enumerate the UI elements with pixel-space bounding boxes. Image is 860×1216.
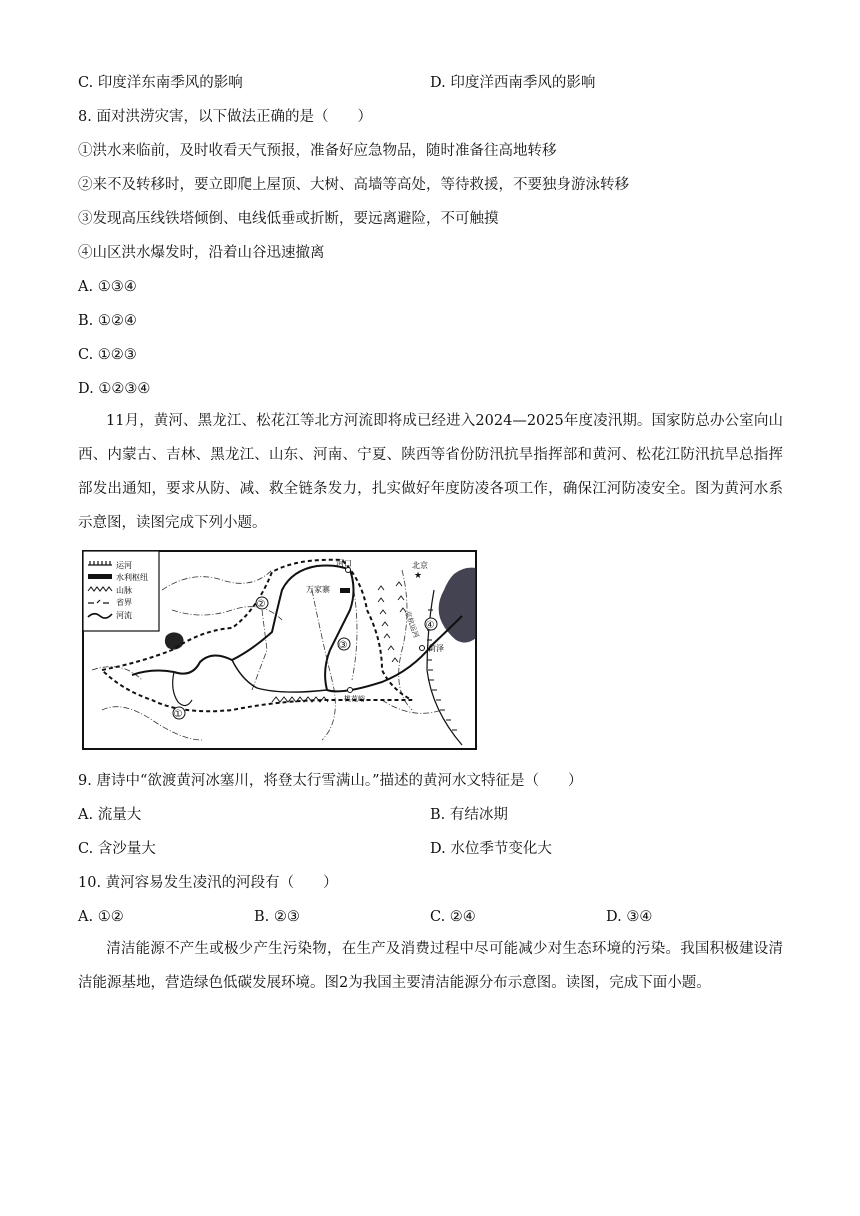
- q10-option-b: B. ②③: [254, 909, 300, 925]
- q8-option-c: C. ①②③: [78, 347, 137, 363]
- q9-option-b: B. 有结冰期: [430, 807, 508, 823]
- q9-option-d: D. 水位季节变化大: [430, 841, 552, 857]
- q10-option-d: D. ③④: [606, 909, 653, 925]
- yellow-river-map: [82, 550, 477, 750]
- passage-yellow-river-text: 11月，黄河、黑龙江、松花江等北方河流即将成已经进入2024—2025年度凌汛期。国家防总办公室向山西、内蒙古、吉林、黑龙江、山东、河南、宁夏、陕西等省份防汛抗旱指挥部和黄河、松花江防汛抗旱总指挥部发出通知，要求从防、减、救全链条发力，扎实做好年度防凌各项工作，确保江河防凌安全。图为黄河水系示意图，读图完成下列小题。: [78, 413, 783, 531]
- label-hekou: 河口: [336, 559, 352, 568]
- q9-option-c: C. 含沙量大: [78, 841, 156, 857]
- marker-2: ②: [256, 599, 266, 610]
- legend-mountain-label: 山脉: [116, 586, 132, 595]
- legend-dam-symbol: [88, 574, 112, 579]
- marker-3: ③: [338, 640, 348, 651]
- q8-item-2: ②来不及转移时，要立即爬上屋顶、大树、高墙等高处，等待救援，不要独身游泳转移: [78, 177, 629, 193]
- passage-clean-energy-text: 清洁能源不产生或极少产生污染物，在生产及消费过程中尽可能减少对生态环境的污染。我国积极建设清洁能源基地，营造绿色低碳发展环境。图2为我国主要清洁能源分布示意图。读图，完成下面小题。: [78, 941, 783, 991]
- legend-border-label: 省界: [116, 598, 132, 607]
- q7-option-c: C. 印度洋东南季风的影响: [78, 75, 243, 91]
- label-jinghang: 京杭运河: [403, 609, 421, 639]
- hekou-point: [346, 568, 351, 573]
- q8-item-4: ④山区洪水爆发时，沿着山谷迅速撤离: [78, 245, 325, 261]
- q9-option-a: A. 流量大: [78, 807, 142, 823]
- label-beijing: 北京: [412, 561, 428, 570]
- marker-4: ④: [425, 620, 435, 631]
- q8-item-3: ③发现高压线铁塔倾倒、电线低垂或折断，要远离避险，不可触摸: [78, 211, 499, 227]
- beijing-star: ★: [414, 571, 423, 581]
- passage-yellow-river: [78, 404, 783, 540]
- legend-river-label: 河流: [116, 611, 132, 620]
- q10-option-a: A. ①②: [78, 909, 124, 925]
- taohuayu-point: [348, 688, 353, 693]
- q8-option-a: A. ①③④: [78, 279, 137, 295]
- q10-stem: 10. 黄河容易发生凌汛的河段有（ ）: [78, 875, 338, 891]
- q9-stem: 9. 唐诗中“欲渡黄河冰塞川，将登太行雪满山。”描述的黄河水文特征是（ ）: [78, 773, 583, 789]
- legend-canal-label: 运河: [116, 561, 132, 570]
- q8-stem: 8. 面对洪涝灾害，以下做法正确的是（ ）: [78, 109, 372, 125]
- label-heze: 菏泽: [428, 644, 444, 653]
- label-taohuayu: 桃花峪: [344, 695, 365, 703]
- heze-point: [420, 646, 425, 651]
- wanjiazhai-dam: [340, 588, 350, 593]
- q8-option-b: B. ①②④: [78, 313, 137, 329]
- label-wanjiazhai: 万家寨: [306, 585, 330, 594]
- q7-option-d: D. 印度洋西南季风的影响: [430, 75, 596, 91]
- legend-dam-label: 水利枢纽: [116, 573, 148, 582]
- passage-clean-energy: [78, 932, 783, 1000]
- qinghai-lake: [165, 632, 184, 649]
- marker-1: ①: [173, 709, 183, 720]
- q8-item-1: ①洪水来临前，及时收看天气预报，准备好应急物品，随时准备往高地转移: [78, 143, 557, 159]
- q10-option-c: C. ②④: [430, 909, 476, 925]
- q8-option-d: D. ①②③④: [78, 381, 151, 397]
